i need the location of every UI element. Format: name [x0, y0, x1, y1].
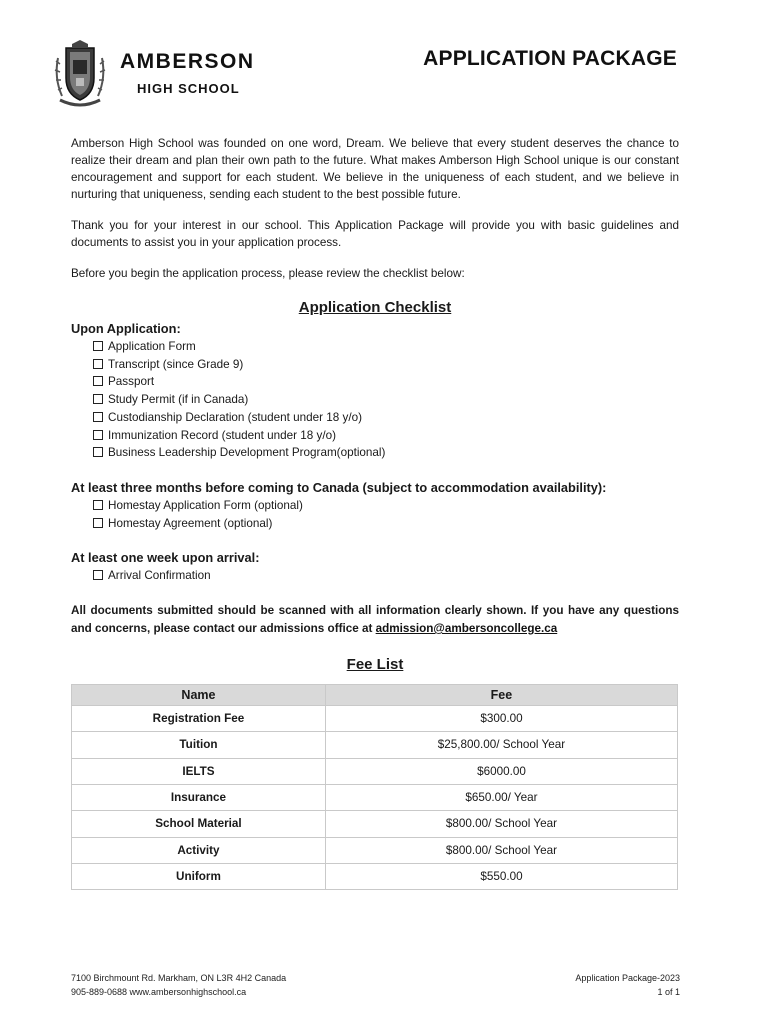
checkbox-icon[interactable]	[93, 394, 103, 404]
school-crest-logo	[52, 38, 108, 110]
checklist-item[interactable]: Immunization Record (student under 18 y/o)	[93, 427, 679, 445]
checklist-item[interactable]: Homestay Application Form (optional)	[93, 497, 679, 515]
fee-amount: $550.00	[325, 863, 677, 889]
fee-name: Tuition	[72, 732, 326, 758]
admissions-email-link[interactable]: admission@ambersoncollege.ca	[375, 622, 558, 636]
checklist-section-heading: At least three months before coming to Canada (subject to accommodation availability):	[71, 479, 607, 495]
table-row	[72, 758, 678, 784]
checkbox-icon[interactable]	[93, 430, 103, 440]
submission-notice: All documents submitted should be scanned with all information clearly shown. If you have any questions and concerns, please contact our admissions office at admission@ambersoncollege.ca	[71, 604, 679, 636]
column-header-name: Name	[72, 685, 326, 706]
column-header-fee: Fee	[325, 685, 677, 706]
footer-address-block	[71, 971, 286, 999]
checkbox-icon[interactable]	[93, 500, 103, 510]
checkbox-icon[interactable]	[93, 412, 103, 422]
checklist-item[interactable]: Transcript (since Grade 9)	[93, 356, 679, 374]
checklist-list	[71, 567, 679, 585]
checklist-list	[71, 497, 679, 532]
checklist-section-heading: At least one week upon arrival:	[71, 550, 260, 566]
fee-amount: $300.00	[325, 706, 677, 732]
checkbox-icon[interactable]	[93, 447, 103, 457]
table-row	[72, 811, 678, 837]
fee-amount: $6000.00	[325, 758, 677, 784]
fee-table	[71, 684, 678, 890]
fee-name: Uniform	[72, 863, 326, 889]
intro-paragraph-3: Before you begin the application process, please review the checklist below:	[71, 267, 465, 280]
fee-name: Insurance	[72, 784, 326, 810]
table-row	[72, 784, 678, 810]
intro-paragraph-2: Thank you for your interest in our school. This Application Package will provide you with basic guidelines and documents to assist you in your application process.	[71, 219, 679, 249]
table-row	[72, 732, 678, 758]
checklist-item[interactable]: Application Form	[93, 338, 679, 356]
checkbox-icon[interactable]	[93, 341, 103, 351]
table-row	[72, 863, 678, 889]
fee-amount: $800.00/ School Year	[325, 837, 677, 863]
checkbox-icon[interactable]	[93, 518, 103, 528]
fee-list-title: Fee List	[346, 656, 404, 674]
checklist-section-heading: Upon Application:	[71, 321, 181, 336]
fee-amount: $650.00/ Year	[325, 784, 677, 810]
checkbox-icon[interactable]	[93, 376, 103, 386]
fee-amount: $800.00/ School Year	[325, 811, 677, 837]
footer-address: 7100 Birchmount Rd. Markham, ON L3R 4H2 Canada	[71, 973, 287, 983]
checklist-item[interactable]: Arrival Confirmation	[93, 567, 679, 585]
checklist-item[interactable]: Homestay Agreement (optional)	[93, 515, 679, 533]
footer-page-info	[575, 971, 680, 999]
fee-name: IELTS	[72, 758, 326, 784]
fee-name: Activity	[72, 837, 326, 863]
footer-contact: 905-889-0688 www.ambersonhighschool.ca	[71, 987, 247, 997]
checklist-item[interactable]: Custodianship Declaration (student under 18 y/o)	[93, 409, 679, 427]
checklist-title: Application Checklist	[298, 299, 452, 316]
school-subtitle: HIGH SCHOOL	[137, 81, 240, 96]
main-content	[71, 135, 679, 890]
checkbox-icon[interactable]	[93, 570, 103, 580]
table-row	[72, 706, 678, 732]
school-name: AMBERSON	[120, 50, 255, 73]
checklist-list	[71, 338, 679, 462]
fee-name: Registration Fee	[72, 706, 326, 732]
footer-doc-label: Application Package-2023	[575, 973, 680, 983]
table-row	[72, 837, 678, 863]
fee-table-header	[72, 685, 678, 706]
fee-name: School Material	[72, 811, 326, 837]
checkbox-icon[interactable]	[93, 359, 103, 369]
fee-amount: $25,800.00/ School Year	[325, 732, 677, 758]
checklist-item[interactable]: Passport	[93, 373, 679, 391]
intro-paragraph-1: Amberson High School was founded on one word, Dream. We believe that every student deserves the chance to realize their dream and plan their own path to the future. What makes Amberson High School unique is our constant encouragement and support for each student. We believe in the uniqueness of each student, and we believe in nurturing that uniqueness, sending each student to the best possible future.	[71, 137, 679, 201]
checklist-item[interactable]: Study Permit (if in Canada)	[93, 391, 679, 409]
checklist-item[interactable]: Business Leadership Development Program(optional)	[93, 444, 679, 462]
document-title: APPLICATION PACKAGE	[423, 47, 677, 70]
page-number: 1 of 1	[657, 987, 680, 997]
